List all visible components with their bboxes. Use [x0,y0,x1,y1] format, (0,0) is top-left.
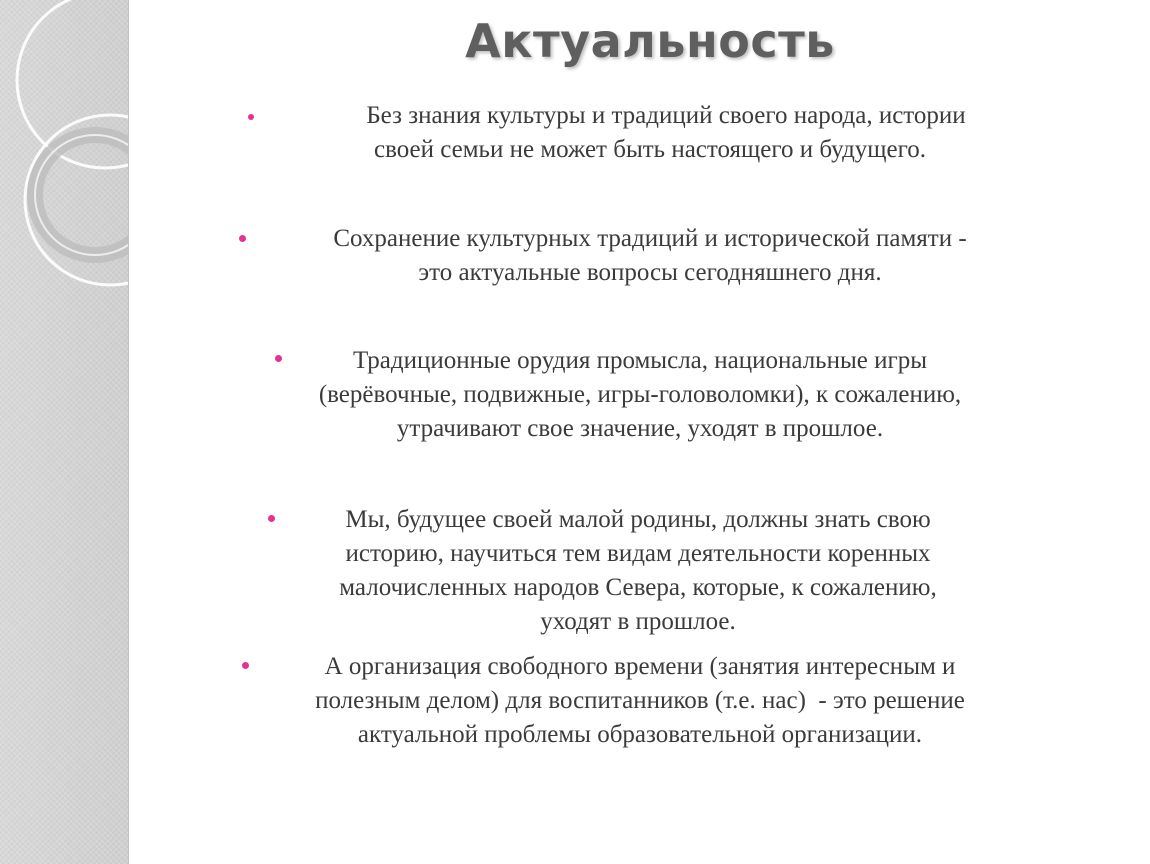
text-line: это актуальные вопросы сегодняшнего дня. [418,259,882,286]
text-line: актуальной проблемы образовательной организации. [357,721,923,748]
text-line: Сохранение культурных традиций и исторической памяти - [333,225,967,252]
decorative-circles [0,0,128,864]
text-line: Мы, будущее своей малой родины, должны знать свою [345,506,931,533]
slide-title: Актуальность [465,14,835,68]
bullet-text [250,650,1030,752]
text-line: историю, научиться тем видам деятельности коренных [345,540,931,567]
text-line: (верёвочные, подвижные, игры-головоломки), к сожалению, [318,381,962,408]
bullet-marker [248,114,254,120]
bullet-marker [239,235,246,242]
decorative-side-band [0,0,129,864]
text-line: Без знания культуры и традиций своего народа, истории [366,102,966,129]
bullet-text [260,99,1040,167]
bullet-marker [242,662,249,669]
text-line: А организация свободного времени (занятия интересным и [324,653,956,680]
text-line: своей семьи не может быть настоящего и будущего. [373,136,927,163]
text-line: Традиционные орудия промысла, национальные игры [352,347,928,374]
text-line: малочисленных народов Севера, которые, к сожалению, [339,574,937,601]
text-line: уходят в прошлое. [540,608,736,635]
bullet-text [255,222,1045,290]
bullet-text [248,503,1028,639]
bullet-text [245,344,1035,446]
text-line: утрачивают свое значение, уходят в прошлое. [396,415,884,442]
text-line: полезным делом) для воспитанников (т.е. нас) - это решение [315,687,965,714]
